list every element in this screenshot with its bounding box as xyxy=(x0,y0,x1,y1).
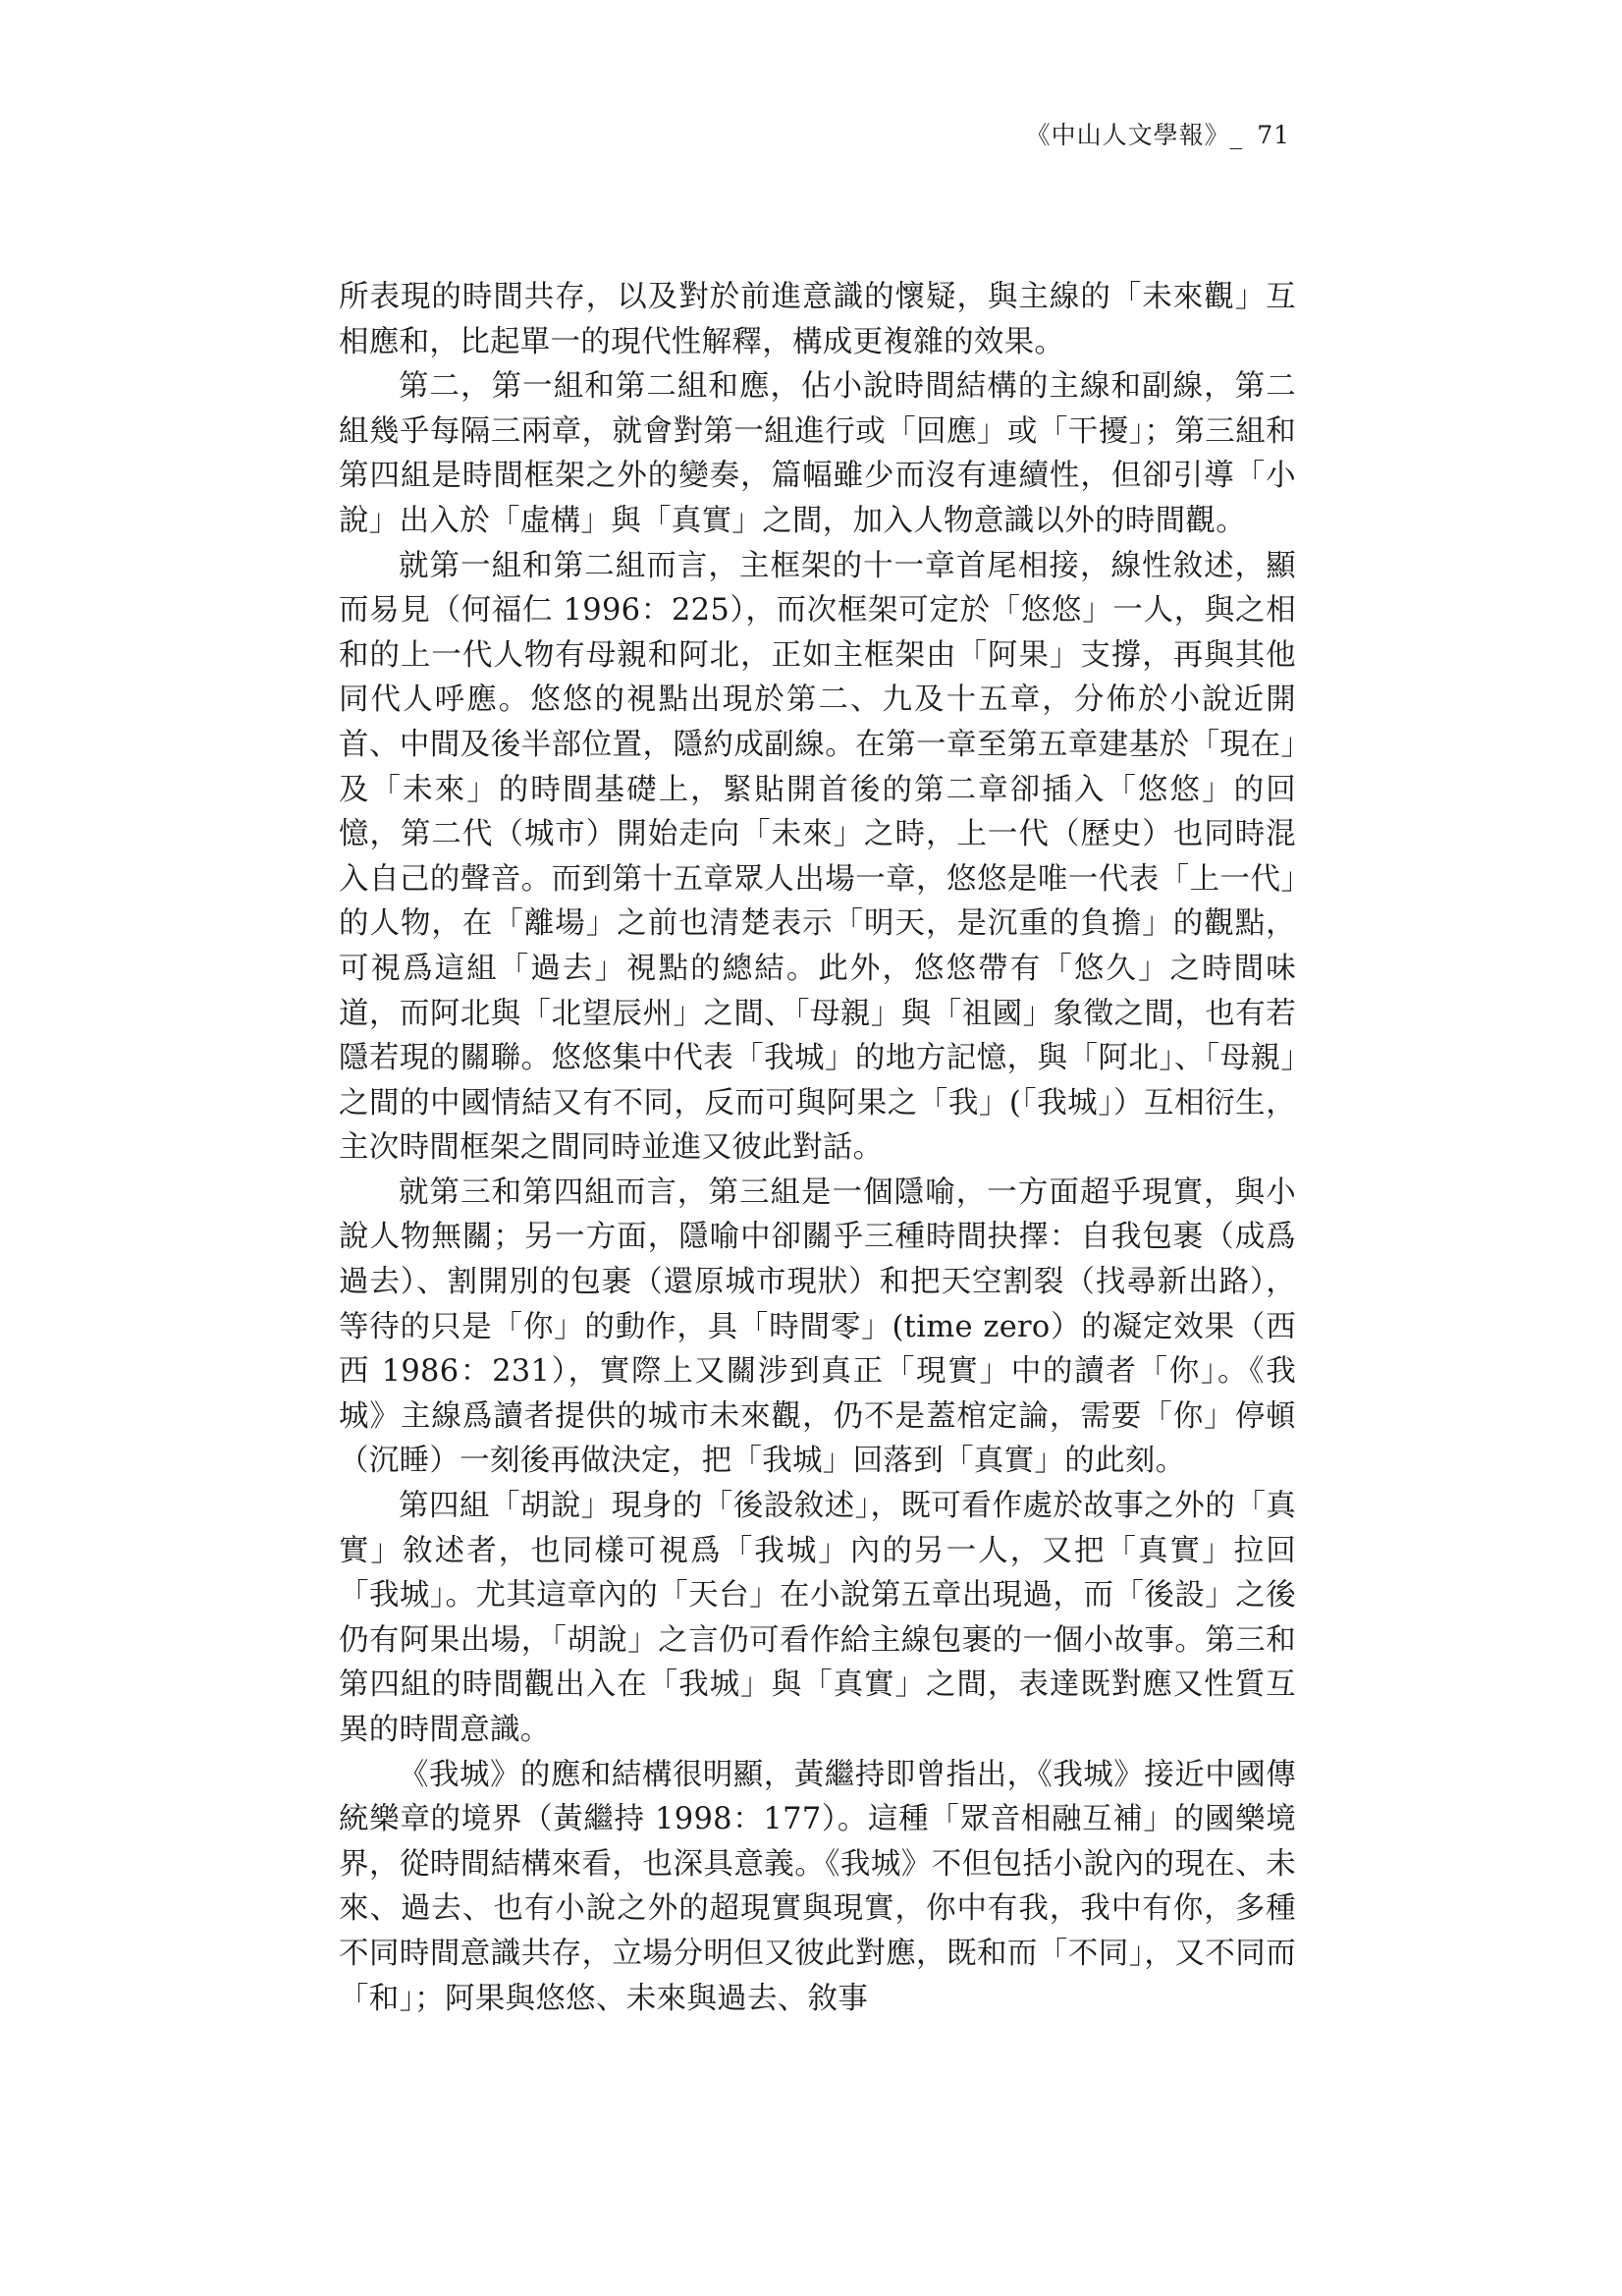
page-number: 71 xyxy=(1257,121,1290,149)
paragraph: 就第三和第四組而言，第三組是一個隱喻，一方面超乎現實，與小說人物無關；另一方面，隱喻中卻關乎三種時間抉擇：自我包裹（成爲過去）、割開別的包裹（還原城市現狀）和把天空割裂（找尋新出路），等待的只是「你」的動作，具「時間零」(time zero）的凝定效果（西西 1986：231），實際上又關涉到真正「現實」中的讀者「你」。《我城》主線爲讀者提供的城市未來觀，仍不是蓋棺定論，需要「你」停頓（沉睡）一刻後再做決定，把「我城」回落到「真實」的此刻。 xyxy=(339,1175,1296,1479)
paragraph: 就第一組和第二組而言，主框架的十一章首尾相接，線性敘述，顯而易見（何福仁 1996：225），而次框架可定於「悠悠」一人，與之相和的上一代人物有母親和阿北，正如主框架由「阿果」支撐，再與其他同代人呼應。悠悠的視點出現於第二、九及十五章，分佈於小說近開首、中間及後半部位置，隱約成副線。在第一章至第五章建基於「現在」及「未來」的時間基礎上，緊貼開首後的第二章卻插入「悠悠」的回憶，第二代（城市）開始走向「未來」之時，上一代（歷史）也同時混入自己的聲音。而到第十五章眾人出場一章，悠悠是唯一代表「上一代」的人物，在「離場」之前也清楚表示「明天，是沉重的負擔」的觀點，可視爲這組「過去」視點的總結。此外，悠悠帶有「悠久」之時間味道，而阿北與「北望辰州」之間、「母親」與「祖國」象徵之間，也有若隱若現的關聯。悠悠集中代表「我城」的地方記憶，與「阿北」、「母親」之間的中國情結又有不同，反而可與阿果之「我」(「我城」）互相衍生，主次時間框架之間同時並進又彼此對話。 xyxy=(339,548,1296,1166)
paragraph: 第二，第一組和第二組和應，佔小說時間結構的主線和副線，第二組幾乎每隔三兩章，就會對第一組進行或「回應」或「干擾」；第三組和第四組是時間框架之外的變奏，篇幅雖少而沒有連續性，但卻引導「小說」出入於「虛構」與「真實」之間，加入人物意識以外的時間觀。 xyxy=(339,369,1296,538)
article-body xyxy=(339,275,1296,2021)
running-header xyxy=(1026,116,1290,151)
journal-title: 《中山人文學報》_ xyxy=(1025,121,1244,149)
paragraph: 第四組「胡說」現身的「後設敘述」，既可看作處於故事之外的「真實」敘述者，也同樣可視爲「我城」內的另一人，又把「真實」拉回「我城」。尤其這章內的「天台」在小說第五章出現過，而「後設」之後仍有阿果出場，「胡說」之言仍可看作給主線包裹的一個小故事。第三和第四組的時間觀出入在「我城」與「真實」之間，表達既對應又性質互異的時間意識。 xyxy=(339,1489,1296,1747)
paragraph: 所表現的時間共存，以及對於前進意識的懷疑，與主線的「未來觀」互相應和，比起單一的現代性解釋，構成更複雜的效果。 xyxy=(339,280,1296,359)
paragraph: 《我城》的應和結構很明顯，黃繼持即曾指出，《我城》接近中國傳統樂章的境界（黃繼持 1998：177）。這種「眾音相融互補」的國樂境界，從時間結構來看，也深具意義。《我城》不但包括小說內的現在、未來、過去、也有小說之外的超現實與現實，你中有我，我中有你，多種不同時間意識共存，立場分明但又彼此對應，既和而「不同」，又不同而「和」；阿果與悠悠、未來與過去、敘事 xyxy=(339,1757,1296,2016)
